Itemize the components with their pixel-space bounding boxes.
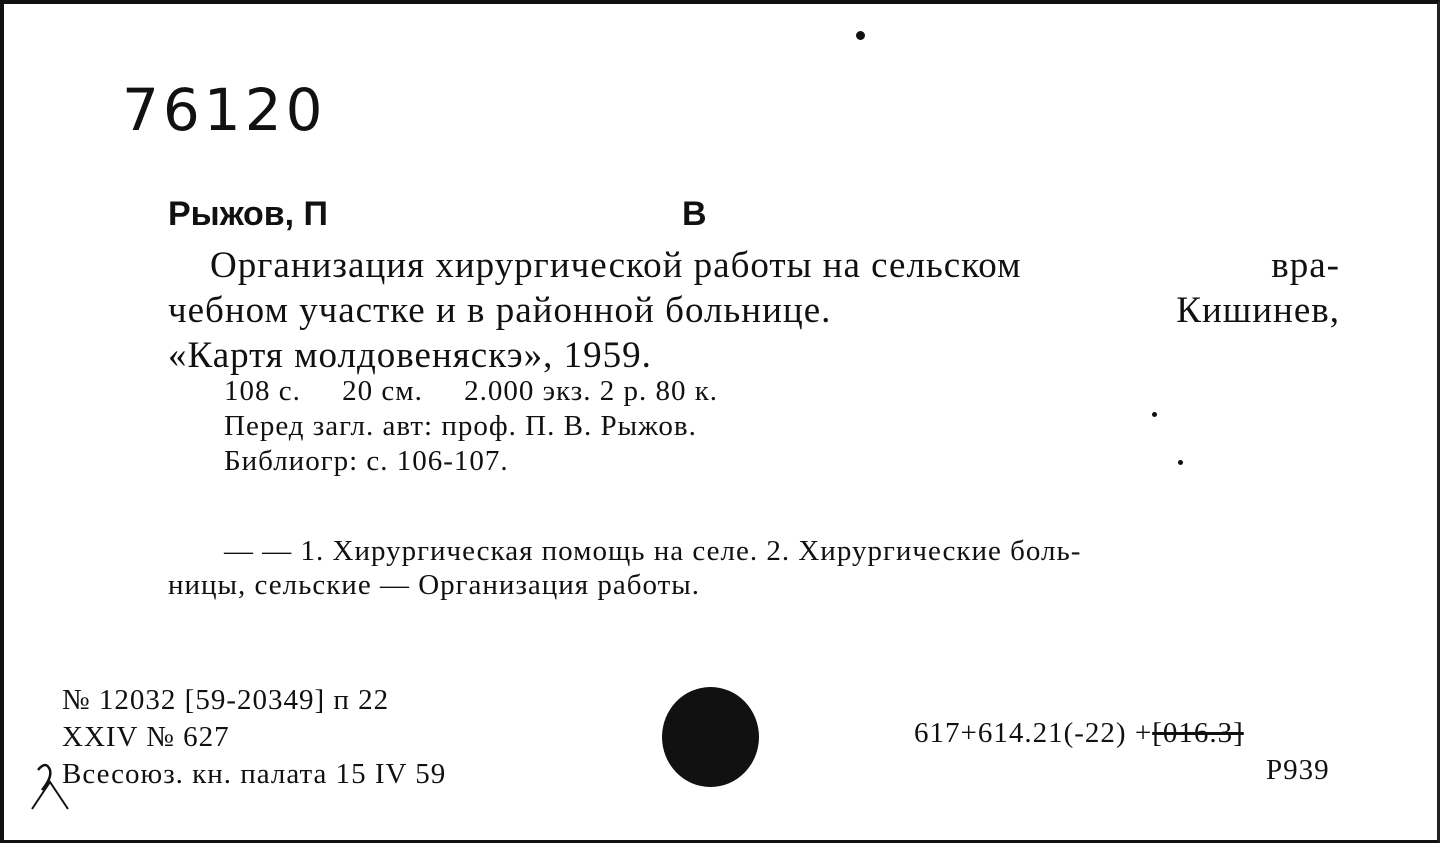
ink-speck bbox=[856, 31, 865, 40]
catalog-number: 76120 bbox=[122, 76, 327, 144]
title-block bbox=[168, 244, 1340, 379]
subject-line-2: ницы, сельские — Организация работы. bbox=[168, 569, 701, 601]
ink-speck bbox=[1178, 460, 1183, 465]
pencil-mark-icon bbox=[22, 754, 72, 814]
subject-headings bbox=[168, 534, 1340, 602]
struck-code: [016.3] bbox=[1152, 717, 1244, 749]
title-line-2: чебном участке и в районной больнице. Кишинев, bbox=[168, 290, 1340, 331]
classification-index bbox=[914, 717, 1244, 750]
ink-speck bbox=[1152, 412, 1157, 417]
udc-code: 617+614.21(-22) + bbox=[914, 717, 1153, 749]
subject-line-1: — — 1. Хирургическая помощь на селе. 2. Хирургические боль- bbox=[224, 535, 1082, 567]
bibliography-note: Библиогр: с. 106-107. bbox=[224, 445, 509, 477]
punch-hole bbox=[662, 687, 759, 787]
footer-left bbox=[62, 682, 446, 793]
author-surname: Рыжов, П bbox=[168, 195, 328, 233]
title-line-3: «Картя молдовеняскэ», 1959. bbox=[168, 335, 652, 376]
volume-number: XXIV № 627 bbox=[62, 721, 230, 753]
author-note: Перед загл. авт: проф. П. В. Рыжов. bbox=[224, 410, 697, 442]
physical-description: 108 с. 20 см. 2.000 экз. 2 р. 80 к. bbox=[224, 375, 719, 407]
title-line-1: Организация хирургической работы на сельском вра- bbox=[210, 245, 1340, 286]
registration-number: № 12032 [59-20349] п 22 bbox=[62, 684, 390, 716]
bbk-code: Р939 bbox=[1266, 754, 1330, 786]
author-initial: В bbox=[682, 195, 707, 233]
chamber-date: Всесоюз. кн. палата 15 IV 59 bbox=[62, 758, 447, 790]
details-block bbox=[224, 374, 718, 479]
